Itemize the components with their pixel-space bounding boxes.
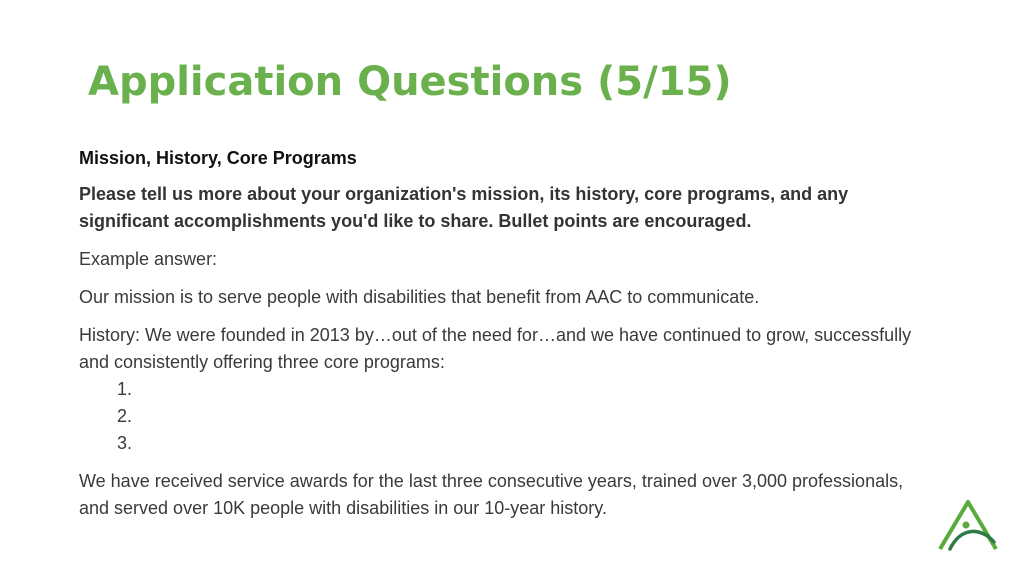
program-item: 3. — [117, 433, 133, 453]
content-body — [79, 145, 919, 522]
history-statement: History: We were founded in 2013 by…out of the need for…and we have continued to grow, successfully and consistently offering three core programs: — [79, 325, 912, 372]
program-item: 1. — [117, 379, 133, 399]
a-letter-logo-icon — [936, 498, 1000, 552]
question-prompt: Please tell us more about your organization's mission, its history, core programs, and any significant accomplishments you'd like to share. Bullet points are encouraged. — [79, 184, 849, 231]
section-heading: Mission, History, Core Programs — [79, 148, 357, 168]
mission-statement: Our mission is to serve people with disabilities that benefit from AAC to communicate. — [79, 287, 760, 307]
accomplishments-statement: We have received service awards for the last three consecutive years, trained over 3,000 professionals, and served over 10K people with disabilities in our 10-year history. — [79, 471, 904, 518]
programs-list — [79, 376, 919, 457]
program-item: 2. — [117, 406, 133, 426]
slide-title: Application Questions (5/15) — [88, 59, 732, 105]
example-label: Example answer: — [79, 249, 218, 269]
